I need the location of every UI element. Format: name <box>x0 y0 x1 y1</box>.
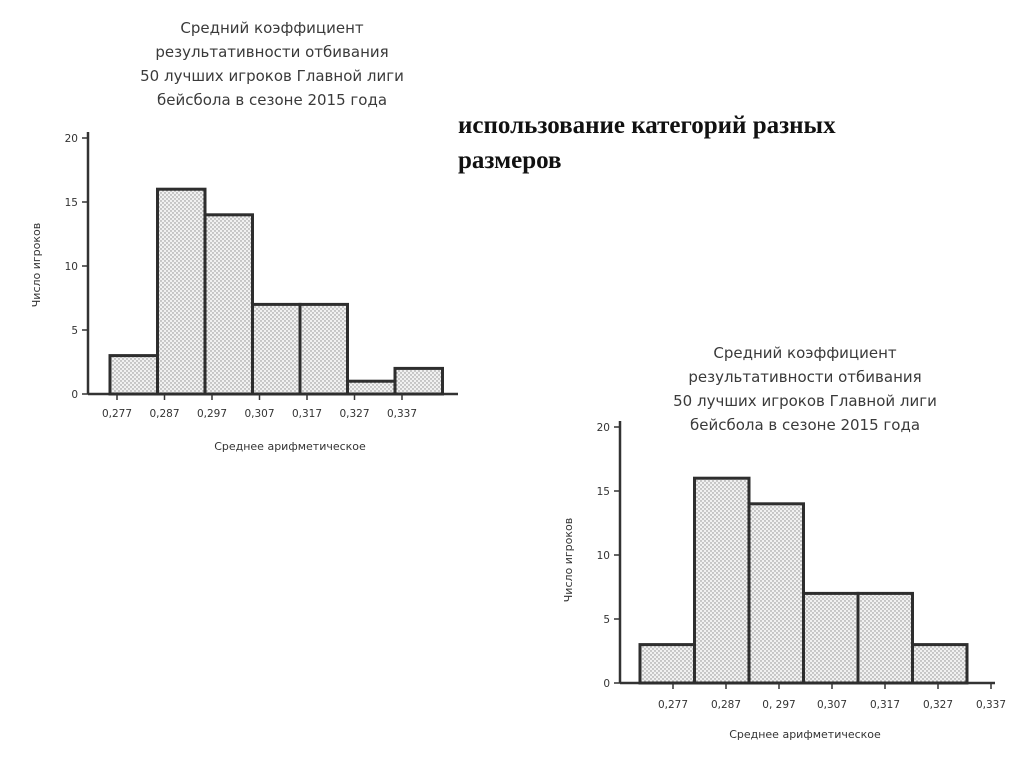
x-tick-label: 0,327 <box>339 408 370 420</box>
y-tick-label: 10 <box>596 550 610 562</box>
x-tick-label: 0,337 <box>386 408 418 420</box>
histogram-bar <box>804 593 859 683</box>
x-tick-label: 0,307 <box>244 408 275 420</box>
chart-title-line: Средний коэффициент <box>713 344 897 362</box>
x-tick-label: 0,327 <box>922 699 954 711</box>
chart-title-line: бейсбола в сезоне 2015 года <box>156 91 388 109</box>
x-tick-label: 0,337 <box>975 699 1007 711</box>
histogram-bar <box>749 504 804 683</box>
x-tick-label: 0,317 <box>869 699 901 711</box>
histogram-bar <box>300 304 348 394</box>
x-tick-label: 0,297 <box>196 408 228 420</box>
histogram-bar <box>858 593 913 683</box>
x-axis-label: Среднее арифметическое <box>214 440 366 453</box>
y-tick-label: 15 <box>596 486 610 498</box>
chart-title-line: результативности отбивания <box>155 43 389 61</box>
histogram-chart-2 <box>562 344 1006 741</box>
chart-title-line: Средний коэффициент <box>180 19 364 37</box>
histogram-bar <box>695 478 750 683</box>
y-tick-label: 20 <box>64 133 78 145</box>
x-tick-label: 0,287 <box>149 408 180 420</box>
histogram-bar <box>913 645 968 683</box>
y-tick-label: 0 <box>71 389 78 401</box>
y-tick-label: 0 <box>603 678 610 690</box>
chart-title-line: 50 лучших игроков Главной лиги <box>140 67 404 85</box>
chart-title-line: результативности отбивания <box>688 368 922 386</box>
histogram-bar <box>395 368 443 394</box>
x-tick-label: 0,277 <box>101 408 133 420</box>
y-tick-label: 10 <box>64 261 78 273</box>
x-tick-label: 0,317 <box>291 408 323 420</box>
y-tick-label: 5 <box>71 325 78 337</box>
histogram-bar <box>348 381 396 394</box>
x-tick-label: 0, 297 <box>762 699 796 711</box>
x-tick-label: 0,277 <box>657 699 689 711</box>
y-tick-label: 20 <box>596 422 610 434</box>
histogram-bar <box>205 215 253 394</box>
y-tick-label: 15 <box>64 197 78 209</box>
chart-title-line: 50 лучших игроков Главной лиги <box>673 392 937 410</box>
y-axis-label: Число игроков <box>562 517 575 603</box>
slide-heading-line-1: использование категорий разных <box>458 112 836 139</box>
histogram-bar <box>253 304 301 394</box>
slide-heading-line-2: размеров <box>458 147 562 174</box>
y-axis-label: Число игроков <box>30 222 43 308</box>
chart-title-line: бейсбола в сезоне 2015 года <box>689 416 921 434</box>
histogram-bar <box>158 189 206 394</box>
histogram-bar <box>110 356 158 394</box>
histogram-chart-1 <box>30 19 458 453</box>
x-tick-label: 0,287 <box>710 699 742 711</box>
y-tick-label: 5 <box>603 614 610 626</box>
x-axis-label: Среднее арифметическое <box>729 728 881 741</box>
histogram-bar <box>640 645 695 683</box>
x-tick-label: 0,307 <box>816 699 848 711</box>
